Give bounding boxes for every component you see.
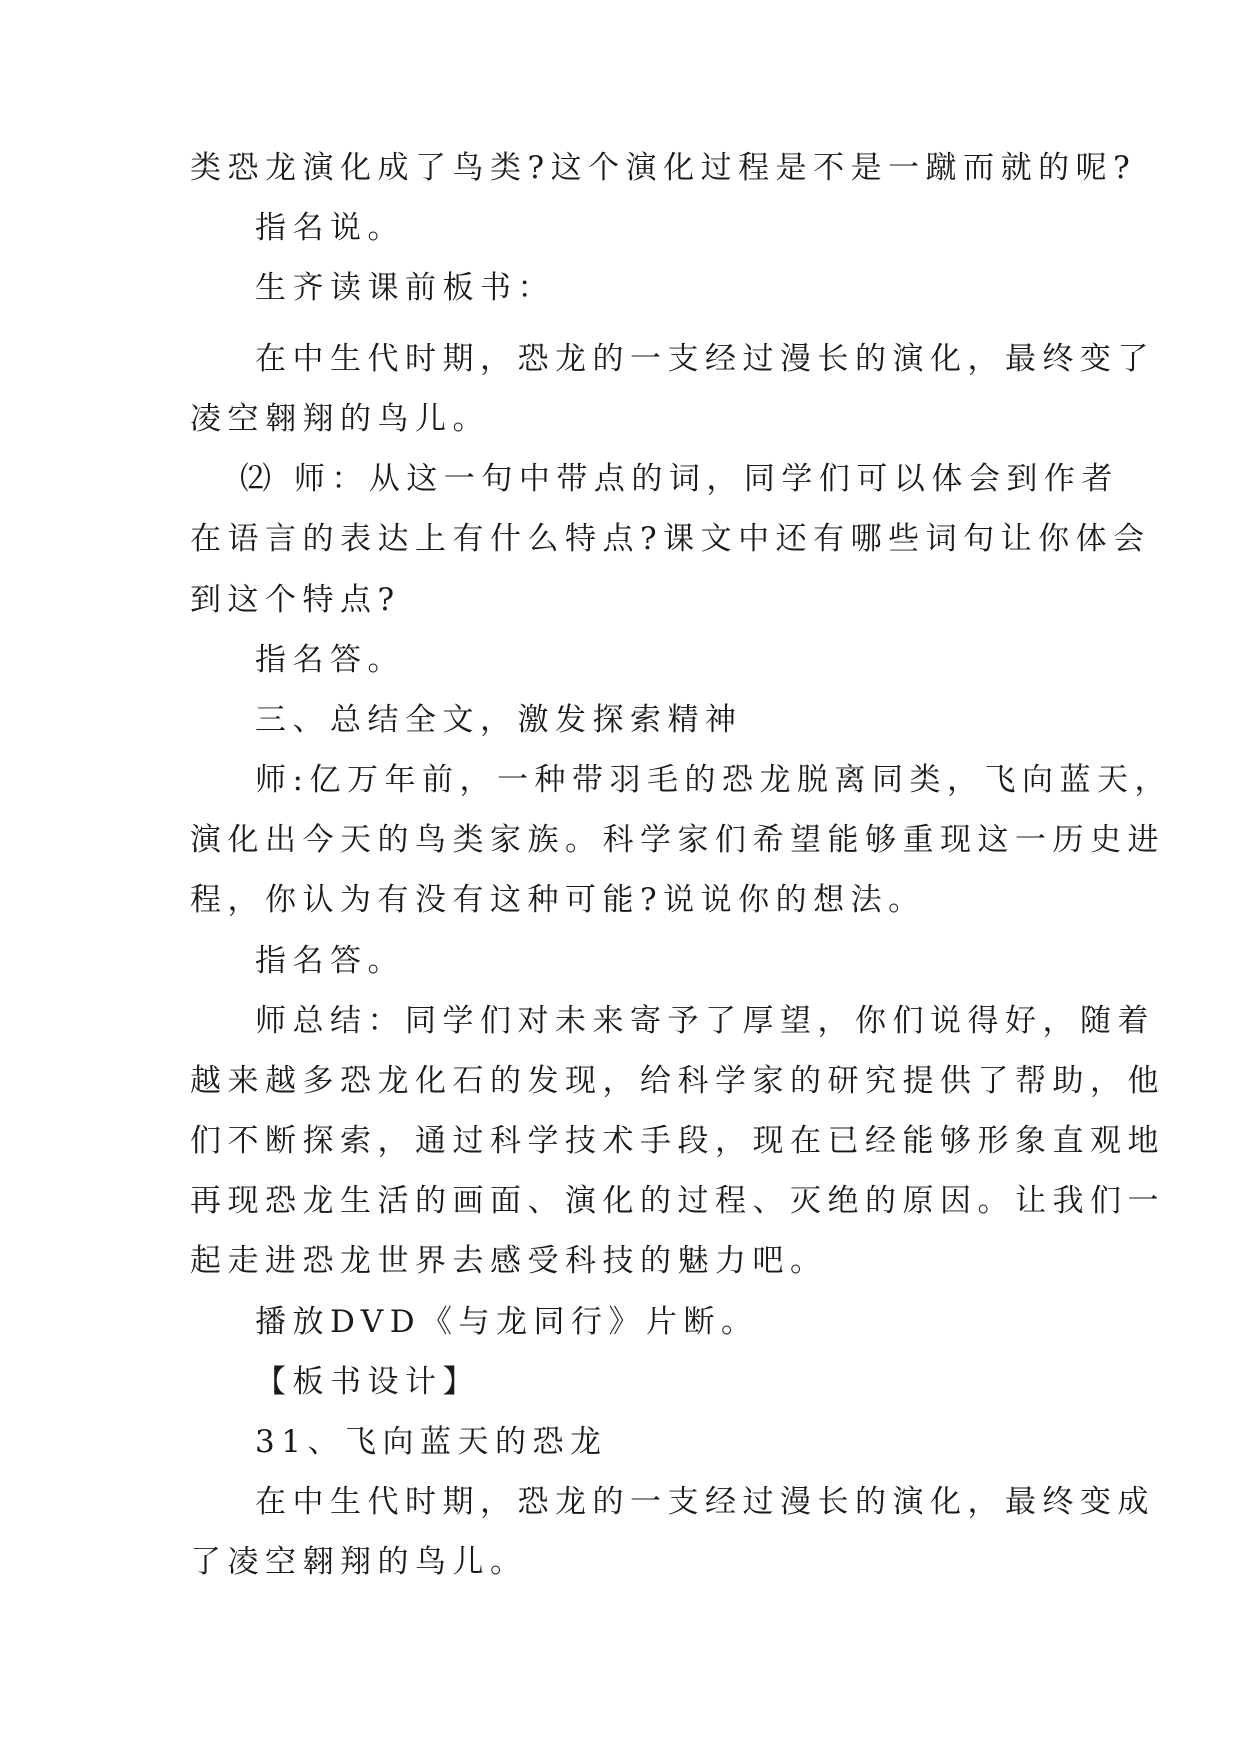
text-line: ⑵ 师：从这一句中带点的词，同学们可以体会到作者: [240, 461, 1119, 497]
text-line: 们不断探索，通过科学技术手段，现在已经能够形象直观地: [190, 1123, 1165, 1159]
text-line: 指名答。: [255, 642, 405, 678]
text-line: 师总结：同学们对未来寄予了厚望，你们说得好，随着: [255, 1003, 1155, 1039]
text-line: 起走进恐龙世界去感受科技的魅力吧。: [190, 1243, 828, 1279]
text-line: 再现恐龙生活的画面、演化的过程、灭绝的原因。让我们一: [190, 1183, 1165, 1219]
text-line: 在语言的表达上有什么特点?课文中还有哪些词句让你体会: [190, 521, 1151, 557]
board-design-heading: 【板书设计】: [255, 1364, 480, 1400]
lesson-title: 31、飞向蓝天的恐龙: [255, 1424, 608, 1460]
text-line: 指名答。: [255, 943, 405, 979]
text-line: 在中生代时期，恐龙的一支经过漫长的演化，最终变成: [255, 1484, 1155, 1520]
text-line: 凌空翱翔的鸟儿。: [190, 401, 490, 437]
text-line: 指名说。: [255, 210, 405, 246]
text-line: 演化出今天的鸟类家族。科学家们希望能够重现这一历史进: [190, 822, 1165, 858]
text-line: 程，你认为有没有这种可能?说说你的想法。: [190, 882, 926, 918]
text-line: 在中生代时期，恐龙的一支经过漫长的演化，最终变了: [255, 341, 1155, 377]
text-line: 了凌空翱翔的鸟儿。: [190, 1544, 528, 1580]
text-line: 生齐读课前板书：: [255, 270, 555, 306]
section-heading: 三、总结全文，激发探索精神: [255, 702, 743, 738]
text-line: 到这个特点?: [190, 582, 401, 618]
text-line: 播放DVD《与龙同行》片断。: [255, 1304, 759, 1340]
text-line: 类恐龙演化成了鸟类?这个演化过程是不是一蹴而就的呢?: [190, 150, 1137, 186]
text-line: 越来越多恐龙化石的发现，给科学家的研究提供了帮助，他: [190, 1063, 1165, 1099]
text-line: 师:亿万年前，一种带羽毛的恐龙脱离同类，飞向蓝天，: [255, 762, 1172, 798]
